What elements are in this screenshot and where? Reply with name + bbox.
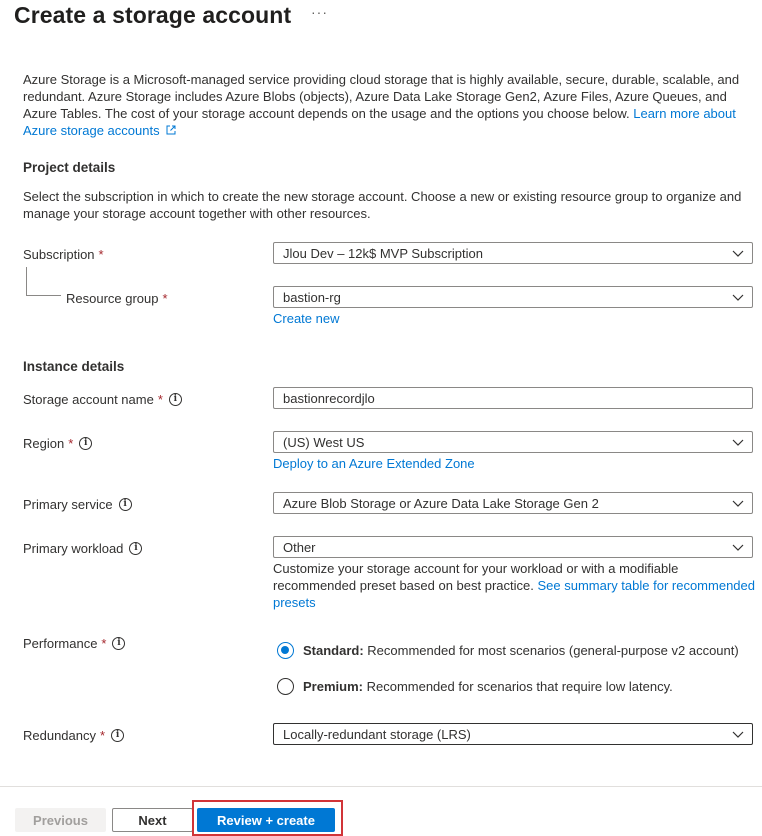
tree-connector	[26, 267, 61, 296]
previous-button[interactable]: Previous	[15, 808, 106, 832]
redundancy-label: Redundancy * i	[23, 728, 124, 743]
redundancy-dropdown[interactable]: Locally-redundant storage (LRS)	[273, 723, 753, 745]
footer-divider	[0, 786, 762, 787]
primary-workload-dropdown[interactable]: Other	[273, 536, 753, 558]
next-button[interactable]: Next	[112, 808, 193, 832]
subscription-label: Subscription *	[23, 247, 104, 262]
resource-group-label: Resource group *	[66, 291, 168, 306]
create-new-link[interactable]: Create new	[273, 311, 340, 326]
info-icon: i	[112, 637, 125, 650]
required-marker: *	[98, 247, 104, 262]
extended-zone-link[interactable]: Deploy to an Azure Extended Zone	[273, 456, 475, 471]
info-icon: i	[129, 542, 142, 555]
resource-group-dropdown[interactable]: bastion-rg	[273, 286, 753, 308]
info-icon: i	[119, 498, 132, 511]
required-marker: *	[101, 636, 107, 651]
intro-text: Azure Storage is a Microsoft-managed service providing cloud storage that is highly available, secure, durable, scalable, and redundant. Azure Storage includes Azure Blobs (objects), Azure Data Lake Storage Gen2, Azure Files, Azure Queues, and Azure Tables. The cost of your storage account depends on the usage and the options you choose below.	[23, 72, 740, 121]
performance-standard-label[interactable]: Standard: Recommended for most scenarios (general-purpose v2 account)	[303, 643, 739, 658]
subscription-dropdown[interactable]: Jlou Dev – 12k$ MVP Subscription	[273, 242, 753, 264]
primary-service-label: Primary service i	[23, 497, 132, 512]
info-icon: i	[111, 729, 124, 742]
chevron-down-icon	[732, 436, 744, 448]
project-details-text: Select the subscription in which to create the new storage account. Choose a new or existing resource group to organize and manage your storage account together with other resources.	[23, 189, 742, 221]
required-marker: *	[100, 728, 106, 743]
required-marker: *	[162, 291, 168, 306]
performance-premium-radio[interactable]	[277, 678, 294, 695]
external-link-icon	[166, 125, 176, 135]
chevron-down-icon	[732, 247, 744, 259]
primary-service-dropdown[interactable]: Azure Blob Storage or Azure Data Lake Storage Gen 2	[273, 492, 753, 514]
chevron-down-icon	[732, 497, 744, 509]
region-dropdown[interactable]: (US) West US	[273, 431, 753, 453]
required-marker: *	[157, 392, 163, 407]
performance-premium-label[interactable]: Premium: Recommended for scenarios that require low latency.	[303, 679, 673, 694]
storage-account-name-input[interactable]: bastionrecordjlo	[273, 387, 753, 409]
required-marker: *	[68, 436, 74, 451]
primary-workload-label: Primary workload i	[23, 541, 142, 556]
instance-details-heading: Instance details	[23, 359, 125, 374]
workload-help-text: Customize your storage account for your workload or with a modifiable recommended preset based on best practice. See summary table for recommended presets	[273, 561, 755, 610]
project-details-heading: Project details	[23, 160, 116, 175]
summary-table-link[interactable]: See summary table for recommended presets	[273, 578, 755, 610]
info-icon: i	[79, 437, 92, 450]
performance-label: Performance * i	[23, 636, 125, 651]
performance-standard-radio[interactable]	[277, 642, 294, 659]
more-options-button[interactable]: ···	[311, 4, 328, 20]
page-title: Create a storage account	[14, 2, 292, 28]
learn-more-link[interactable]: Learn more about Azure storage accounts	[23, 106, 736, 138]
intro-paragraph	[23, 71, 751, 139]
storage-account-name-label: Storage account name * i	[23, 392, 182, 407]
chevron-down-icon	[732, 541, 744, 553]
chevron-down-icon	[732, 291, 744, 303]
info-icon: i	[169, 393, 182, 406]
chevron-down-icon	[732, 728, 744, 740]
region-label: Region * i	[23, 436, 92, 451]
review-create-button[interactable]: Review + create	[197, 808, 335, 832]
